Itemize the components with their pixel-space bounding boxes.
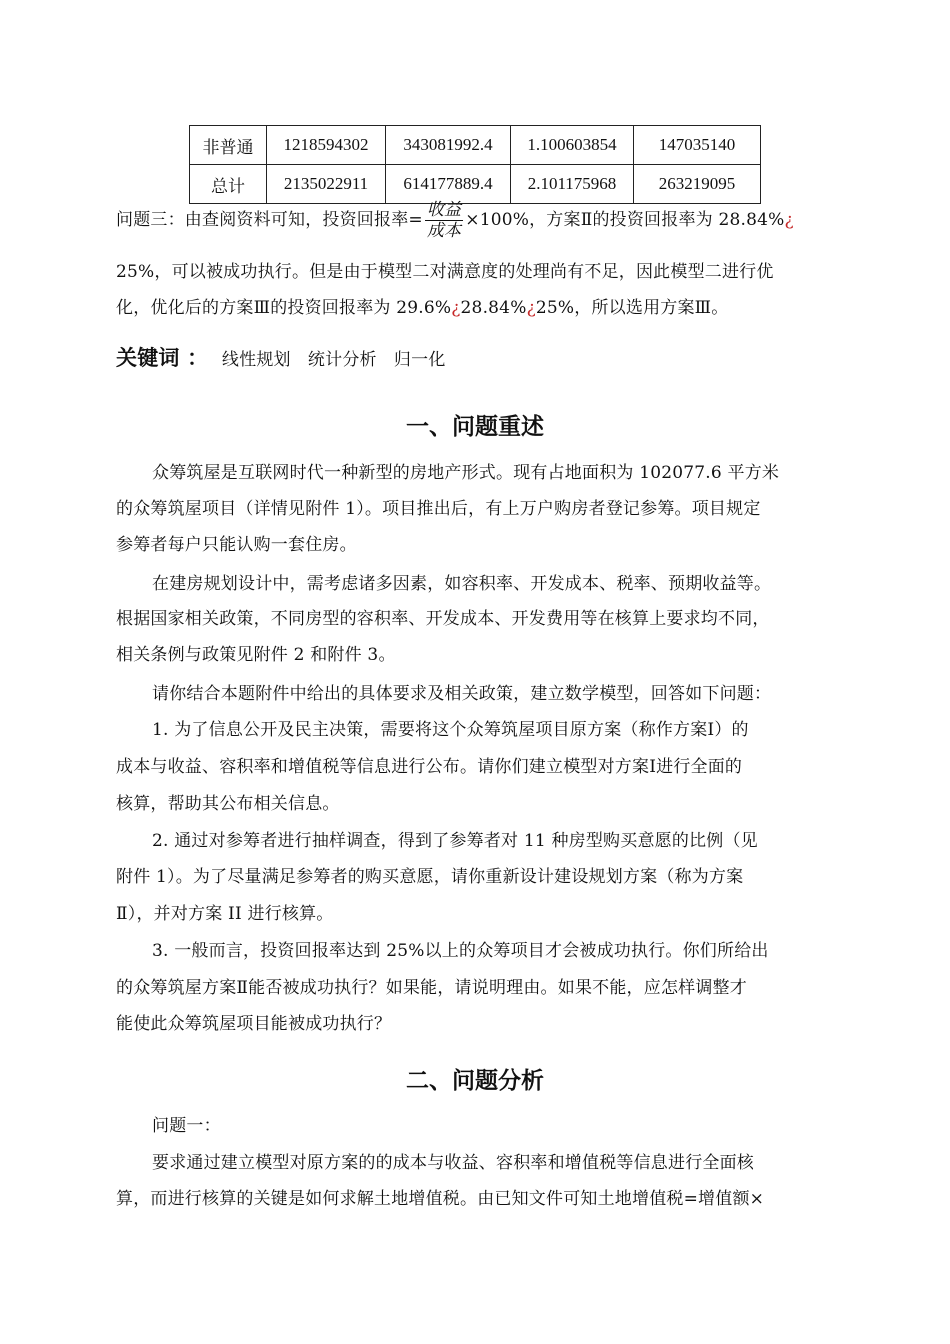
paragraph-line: 根据国家相关政策，不同房型的容积率、开发成本、开发费用等在核算上要求均不同， — [116, 609, 770, 629]
inverted-question-mark: ¿ — [526, 298, 536, 318]
paragraph-line: 在建房规划设计中，需考虑诸多因素，如容积率、开发成本、税率、预期收益等。 — [152, 574, 772, 594]
table-row — [190, 165, 761, 204]
inverted-question-mark: ¿ — [451, 298, 461, 318]
q3-line-3 — [116, 298, 728, 318]
fraction-denominator: 成本 — [426, 221, 462, 241]
table-cell: 非普通 — [190, 126, 267, 165]
roi-fraction — [425, 200, 463, 241]
paragraph-line: 相关条例与政策见附件 2 和附件 3。 — [116, 645, 396, 665]
paragraph-line: 算，而进行核算的关键是如何求解土地增值税。由已知文件可知土地增值税=增值额× — [116, 1189, 765, 1209]
data-table — [189, 125, 761, 204]
paragraph-line: 成本与收益、容积率和增值税等信息进行公布。请你们建立模型对方案Ⅰ进行全面的 — [116, 757, 743, 777]
paragraph-line: 2. 通过对参筹者进行抽样调查，得到了参筹者对 11 种房型购买意愿的比例（见 — [152, 831, 758, 851]
table-cell: 263219095 — [634, 165, 761, 204]
q3-line3-b: 28.84% — [460, 298, 527, 318]
q3-line3-c: 25%，所以选用方案Ⅲ。 — [535, 298, 729, 318]
inverted-question-mark: ¿ — [784, 210, 794, 230]
paragraph-line: 要求通过建立模型对原方案的的成本与收益、容积率和增值税等信息进行全面核 — [152, 1153, 754, 1173]
table-cell: 总计 — [190, 165, 267, 204]
paragraph-line: 3. 一般而言，投资回报率达到 25%以上的众筹项目才会被成功执行。你们所给出 — [152, 941, 769, 961]
paragraph-line: 1. 为了信息公开及民主决策，需要将这个众筹筑屋项目原方案（称作方案Ⅰ）的 — [152, 720, 749, 740]
table-cell: 147035140 — [634, 126, 761, 165]
paragraph-line: 问题一： — [152, 1116, 221, 1136]
q3-prefix: 问题三：由查阅资料可知，投资回报率= — [116, 210, 423, 230]
q3-line3-a: 化，优化后的方案Ⅲ的投资回报率为 29.6% — [116, 298, 452, 318]
keywords-label: 关键词 ： — [116, 346, 209, 370]
section-title: 一、问题重述 — [406, 414, 544, 440]
table-cell: 2.101175968 — [511, 165, 634, 204]
q3-line-1 — [116, 200, 794, 241]
paragraph-line: 核算，帮助其公布相关信息。 — [116, 794, 340, 814]
table-cell: 1.100603854 — [511, 126, 634, 165]
paragraph-line: 参筹者每户只能认购一套住房。 — [116, 535, 357, 555]
table-cell: 614177889.4 — [386, 165, 511, 204]
table-cell: 1218594302 — [267, 126, 386, 165]
keywords — [116, 348, 446, 370]
table-row — [190, 126, 761, 165]
paragraph-line: 请你结合本题附件中给出的具体要求及相关政策，建立数学模型，回答如下问题： — [152, 684, 772, 704]
q3-suffix: ×100%，方案Ⅱ的投资回报率为 28.84% — [465, 210, 785, 230]
keywords-items: 线性规划 统计分析 归一化 — [221, 350, 446, 370]
section-title: 二、问题分析 — [406, 1068, 544, 1094]
paragraph-line: 附件 1）。为了尽量满足参筹者的购买意愿，请你重新设计建设规划方案（称为方案 — [116, 867, 744, 887]
paragraph-line: 的众筹筑屋方案Ⅱ能否被成功执行？如果能，请说明理由。如果不能，应怎样调整才 — [116, 978, 747, 998]
q3-line-2: 25%，可以被成功执行。但是由于模型二对满意度的处理尚有不足，因此模型二进行优 — [116, 262, 774, 282]
fraction-numerator: 收益 — [426, 200, 462, 220]
paragraph-line: Ⅱ），并对方案 II 进行核算。 — [116, 904, 334, 924]
table-cell: 343081992.4 — [386, 126, 511, 165]
paragraph-line: 众筹筑屋是互联网时代一种新型的房地产形式。现有占地面积为 102077.6 平方米 — [152, 463, 780, 483]
paragraph-line: 能使此众筹筑屋项目能被成功执行？ — [116, 1014, 392, 1034]
table-cell: 2135022911 — [267, 165, 386, 204]
paragraph-line: 的众筹筑屋项目（详情见附件 1）。项目推出后，有上万户购房者登记参筹。项目规定 — [116, 499, 761, 519]
